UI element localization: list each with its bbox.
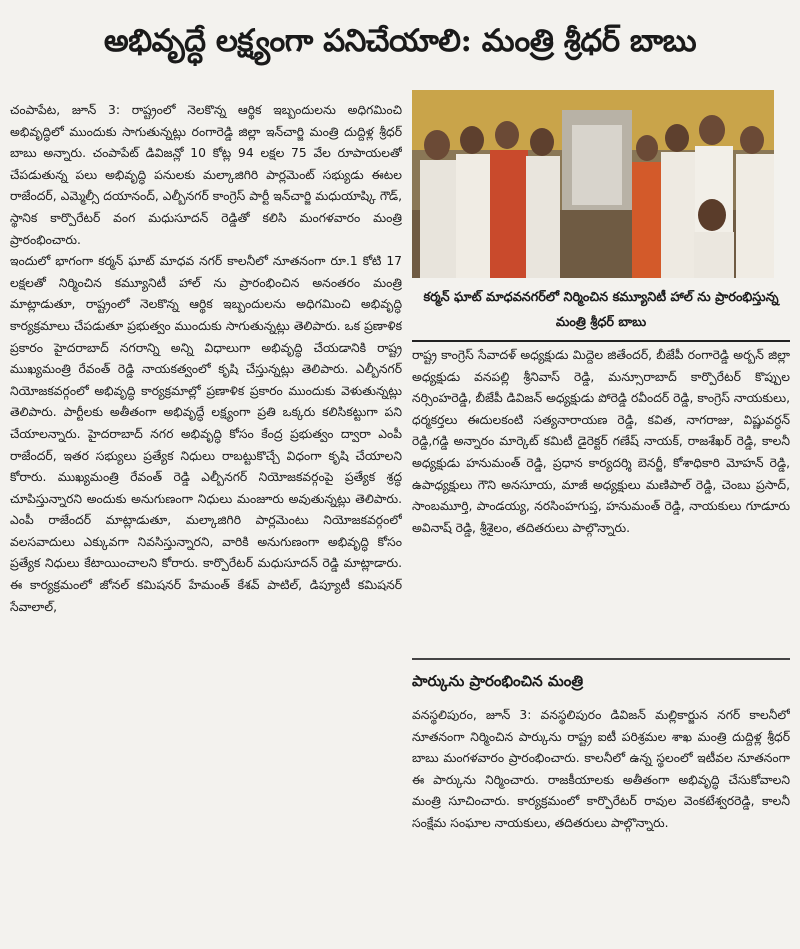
section-divider <box>412 658 790 660</box>
news-photo <box>412 90 774 278</box>
right-column-bottom <box>412 705 790 940</box>
right-column-top <box>412 345 790 645</box>
body-paragraph: వనస్థలిపురం, జూన్ 3: వనస్థలిపురం డివిజన్ మల్లికార్జున నగర్ కాలనీలో నూతనంగా నిర్మించిన పార్కును రాష్ట్ర ఐటీ పరిశ్రమల శాఖ మంత్రి దుద్దిళ్ల శ్రీధర్ బాబు మంగళవారం ప్రారంభించారు. కాలనీలో ఉన్న స్థలంలో ఇటీవల నూతనంగా ఈ పార్కును నిర్మించారు. రాజకీయాలకు అతీతంగా అభివృద్ధి చేసుకోవాలని మంత్రి సూచించారు. కార్యక్రమంలో కార్పొరేటర్ రావుల వెంకటేశ్వరరెడ్డి, కాలనీ సంక్షేమ సంఘాల నాయకులు, తదితరులు పాల్గొన్నారు. <box>412 708 790 830</box>
caption-divider <box>412 340 790 342</box>
body-paragraph: ఇందులో భాగంగా కర్మన్ ఘాట్ మాధవ నగర్ కాలనీలో నూతనంగా రూ.1 కోటి 17 లక్షలతో నిర్మించిన కమ్యూనిటీ హాల్ ను ప్రారంభించిన అనంతరం మంత్రి మాట్లాడుతూ, రాష్ట్రంలో నెలకొన్న ఆర్థిక ఇబ్బందులను అధిగమించి అభివృద్ధి కార్యక్రమాలు చేపడుతూ ప్రభుత్వం ముందుకు సాగుతున్నట్లు తెలిపారు. ఒక ప్రణాళిక ప్రకారం హైదరాబాద్ నగరాన్ని అన్ని విధాలుగా అభివృద్ధి చేయడానికి రాష్ట్ర ముఖ్యమంత్రి రేవంత్ రెడ్డి నాయకత్వంలో కృషి చేస్తున్నట్లు తెలిపారు. ఎల్బీనగర్ నియోజకవర్గంలో అభివృద్ధి కార్యక్రమాల్లో ప్రణాళిక ప్రకారం ముందుకు వెళుతున్నట్లు తెలిపారు. పార్టీలకు అతీతంగా అభివృద్ధే లక్ష్యంగా ప్రతి ఒక్కరు కలిసికట్టుగా పని చేయాలన్నారు. హైదరాబాద్ నగర అభివృద్ధి కోసం కేంద్ర ప్రభుత్వం ద్వారా ఎంపీ రాజేందర్, ఇతర సభ్యులు ప్రత్యేక నిధులు రాబట్టుకొచ్చే విధంగా కృషి చేయాలని కోరారు. ముఖ్యమంత్రి రేవంత్ రెడ్డి ఎల్బీనగర్ నియోజకవర్గంపై ప్రత్యేక శ్రద్ధ చూపిస్తున్నారని అందుకు అనుగుణంగా నిధులు మంజూరు అవుతున్నట్లు తెలిపారు. ఎంపీ రాజేందర్ మాట్లాడుతూ, మల్కాజిగిరి పార్లమెంటు నియోజకవర్గంలో వలసవాదులు ఎక్కువగా నివసిస్తున్నారని, వారికి అనుగుణంగా అభివృద్ధి కోసం ప్రత్యేక నిధులు కేటాయించాలని కోరారు. కార్పొరేటర్ మధుసూదన్ రెడ్డి మాట్లాడారు. ఈ కార్యక్రమంలో జోనల్ కమిషనర్ హేమంత్ కేశవ్ పాటిల్, డిప్యూటీ కమిషనర్ సేవాలాల్, <box>10 254 402 614</box>
photo-caption: కర్మన్ ఘాట్ మాధవనగర్‌లో నిర్మించిన కమ్యూనిటీ హాల్ ను ప్రారంభిస్తున్న మంత్రి శ్రీధర్ బాబు <box>423 290 779 330</box>
left-column <box>10 100 402 938</box>
sub-headline: పార్కును ప్రారంభించిన మంత్రి <box>412 672 584 690</box>
headline: అభివృద్ధే లక్ష్యంగా పనిచేయాలి: మంత్రి శ్రీధర్ బాబు <box>103 22 697 59</box>
body-paragraph: రాష్ట్ర కాంగ్రెస్ సేవాదళ్ అధ్యక్షుడు మిద్దెల జితేందర్, బీజేపీ రంగారెడ్డి అర్బన్ జిల్లా అధ్యక్షుడు వనపల్లి శ్రీనివాస్ రెడ్డి, మన్సూరాబాద్ కార్పొరేటర్ కొప్పుల నర్సింహరెడ్డి, బీజేపీ డివిజన్ అధ్యక్షుడు పోరెడ్డి రవీందర్ రెడ్డి, కాంగ్రెస్ నాయకులు, ధర్మకర్తలు ఈదులకంటి సత్యనారాయణ రెడ్డి, కవిత, నాగరాజు, విష్ణువర్ధన్ రెడ్డి,గడ్డి అన్నారం మార్కెట్ కమిటీ డైరెక్టర్ గణేష్ నాయక్, రాజశేఖర్ రెడ్డి, కాలనీ అధ్యక్షుడు హనుమంత్ రెడ్డి, ప్రధాన కార్యదర్శి బెనర్జీ, కోశాధికారి మోహన్ రెడ్డి, ఉపాధ్యక్షులు గౌని అనసూయ, మాజీ అధ్యక్షులు మణిపాల్ రెడ్డి, చెంబు ప్రసాద్, సాంబమూర్తి, పాండయ్య, నరసింహగుప్త, హనుమంత్ రెడ్డి, నాయకులు గూడూరు అవినాష్ రెడ్డి, శ్రీశైలం, తదితరులు పాల్గొన్నారు. <box>412 348 790 535</box>
body-paragraph: చంపాపేట, జూన్ 3: రాష్ట్రంలో నెలకొన్న ఆర్థిక ఇబ్బందులను అధిగమించి అభివృద్ధిలో ముందుకు సాగుతున్నట్లు రంగారెడ్డి జిల్లా ఇన్‌చార్జి మంత్రి దుద్దిళ్ల శ్రీధర్ బాబు అన్నారు. చంపాపేట్ డివిజన్లో 10 కోట్ల 94 లక్షల 75 వేల రూపాయలతో చేపడుతున్న పలు అభివృద్ధి పనులకు మల్కాజిగిరి పార్లమెంట్ సభ్యుడు ఈటల రాజేందర్, ఎమ్మెల్సీ దయానంద్, ఎల్బీనగర్ కాంగ్రెస్ పార్టీ ఇన్‌చార్జి మధుయాష్కి గౌడ్, స్థానిక కార్పొరేటర్ వంగ మధుసూదన్ రెడ్డితో కలిసి మంగళవారం మంత్రి ప్రారంభించారు. <box>10 103 402 247</box>
